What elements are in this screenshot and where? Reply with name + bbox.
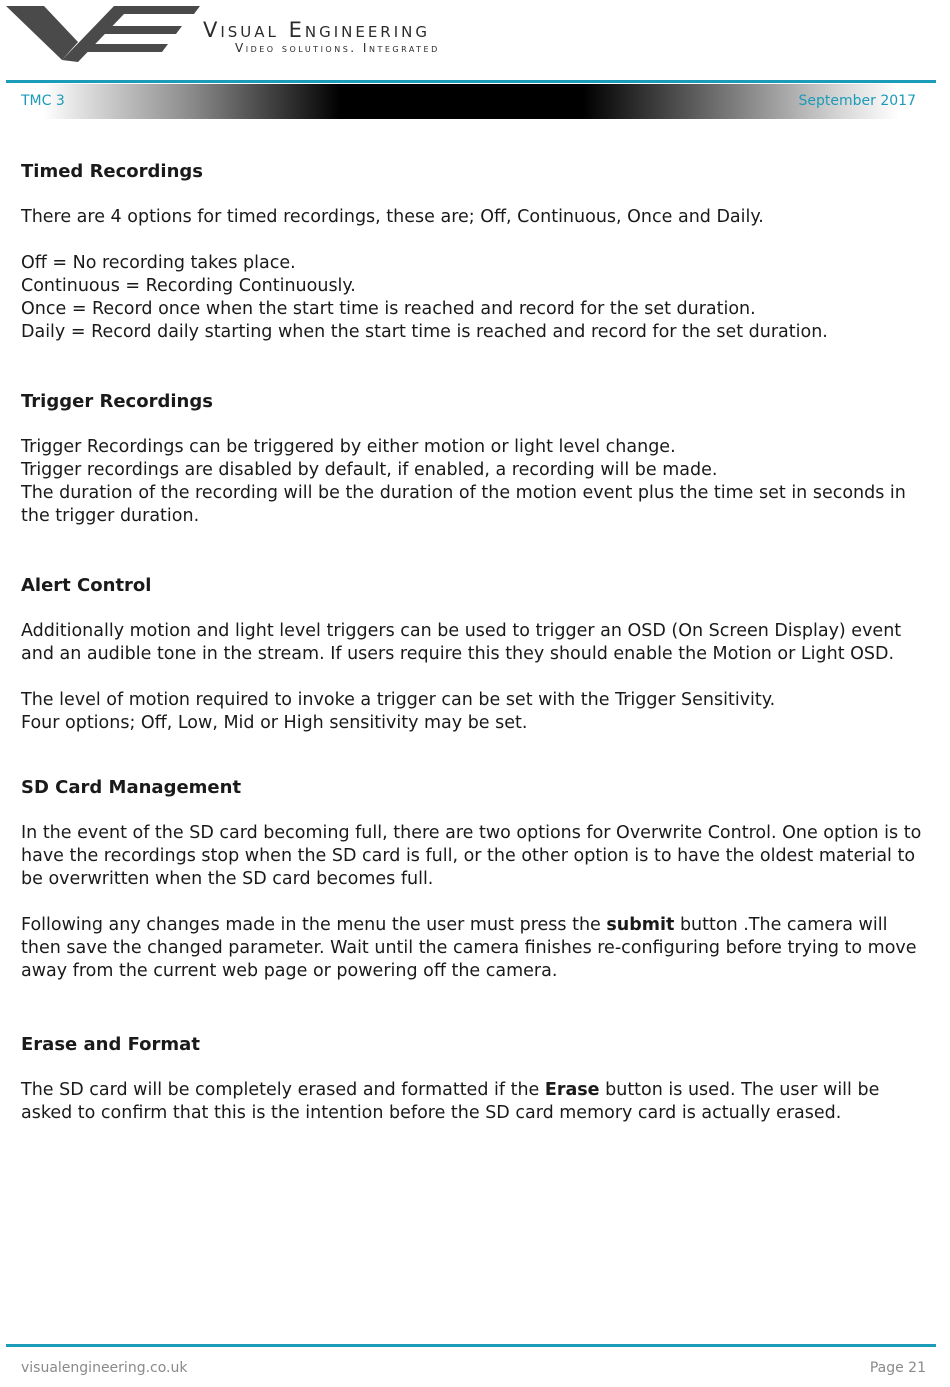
section-heading: Erase and Format <box>21 1034 200 1055</box>
main-content <box>21 160 926 1171</box>
paragraph-line: Trigger recordings are disabled by default, if enabled, a recording will be made. <box>21 460 718 480</box>
section-heading: Trigger Recordings <box>21 391 213 412</box>
section-erase-and-format <box>21 1033 926 1125</box>
paragraph <box>21 914 926 983</box>
text-run: button .The camera will then save the changed parameter. Wait until the camera finishes re-configuring before trying to move away from the current web page or powering off the camera. <box>21 915 917 981</box>
document-title: TMC 3 <box>21 93 65 109</box>
footer-website: visualengineering.co.uk <box>21 1360 188 1376</box>
option-list <box>21 252 926 344</box>
section-trigger-recordings <box>21 390 926 528</box>
paragraph-group <box>21 436 926 528</box>
page-number: Page 21 <box>869 1360 926 1376</box>
paragraph: There are 4 options for timed recordings, these are; Off, Continuous, Once and Daily. <box>21 207 764 227</box>
list-item: Off = No recording takes place. <box>21 253 296 273</box>
section-heading: Alert Control <box>21 575 152 596</box>
ve-logo-icon <box>4 2 200 64</box>
list-item: Daily = Record daily starting when the start time is reached and record for the set duration. <box>21 322 828 342</box>
paragraph-line: Four options; Off, Low, Mid or High sensitivity may be set. <box>21 713 528 733</box>
section-sd-card-management <box>21 776 926 983</box>
submit-keyword: submit <box>606 915 675 935</box>
brand-tagline: Video solutions. Integrated <box>235 41 440 55</box>
brand-name: Visual Engineering <box>203 18 430 42</box>
paragraph-group <box>21 689 926 735</box>
paragraph <box>21 1079 926 1125</box>
section-alert-control <box>21 574 926 735</box>
paragraph: Additionally motion and light level triggers can be used to trigger an OSD (On Screen Display) event and an audible tone in the stream. If users require this they should enable the Motion or Light OSD. <box>21 621 902 664</box>
paragraph-line: The duration of the recording will be the duration of the motion event plus the time set in seconds in the trigger duration. <box>21 483 906 526</box>
paragraph-line: Trigger Recordings can be triggered by either motion or light level change. <box>21 437 676 457</box>
footer-rule <box>6 1344 936 1347</box>
section-heading: SD Card Management <box>21 777 242 798</box>
text-run: The SD card will be completely erased and formatted if the <box>21 1080 545 1100</box>
document-date: September 2017 <box>798 93 916 109</box>
list-item: Once = Record once when the start time is reached and record for the set duration. <box>21 299 756 319</box>
paragraph-line: The level of motion required to invoke a trigger can be set with the Trigger Sensitivity. <box>21 690 776 710</box>
text-run: Following any changes made in the menu the user must press the <box>21 915 607 935</box>
section-timed-recordings <box>21 160 926 344</box>
list-item: Continuous = Recording Continuously. <box>21 276 356 296</box>
header-rule <box>6 80 936 83</box>
header-band <box>6 84 936 119</box>
section-heading: Timed Recordings <box>21 161 204 182</box>
paragraph: In the event of the SD card becoming full, there are two options for Overwrite Control. One option is to have the recordings stop when the SD card is full, or the other option is to have the oldest material to be overwritten when the SD card becomes full. <box>21 823 922 889</box>
text-run: button is used. The user will be asked to confirm that this is the intention before the SD card memory card is actually erased. <box>21 1080 880 1123</box>
erase-keyword: Erase <box>544 1080 600 1100</box>
